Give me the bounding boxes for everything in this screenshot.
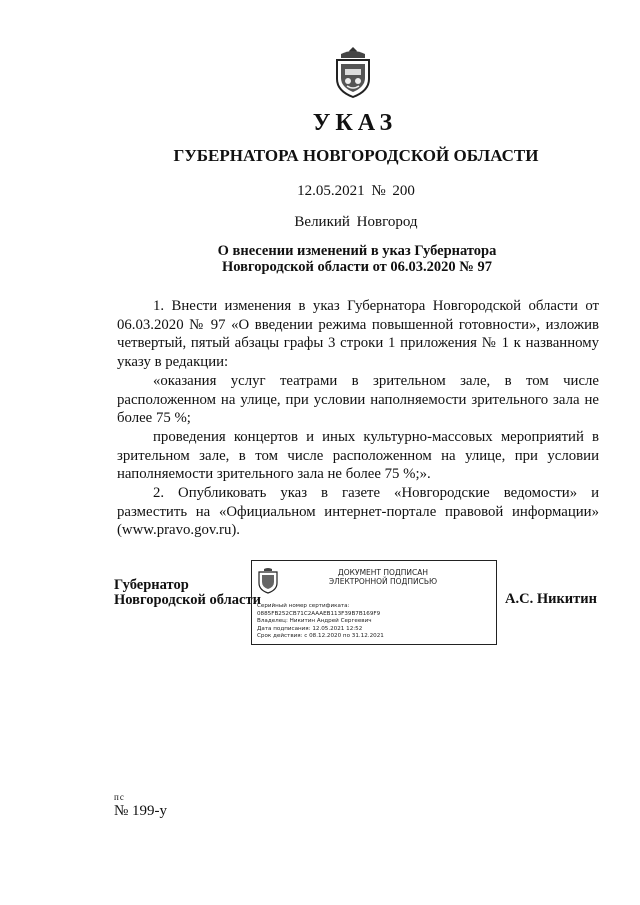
stamp-emblem-icon	[257, 567, 279, 594]
paragraph-item-2: 2. Опубликовать указ в газете «Новгородские ведомости» и разместить на «Официальном интернет-портале правовой информации» (www.pravo.gov.ru).	[117, 485, 599, 539]
subject-line: Новгородской области от 06.03.2020 № 97	[222, 259, 492, 275]
date-number-line: 12.05.2021 № 200	[297, 183, 415, 199]
signatory-name: А.С. Никитин	[505, 591, 597, 607]
footer-code: пс	[114, 792, 125, 802]
signatory-position-line: Губернатор	[114, 577, 189, 593]
certificate-serial-label: Серийный номер сертификата:	[257, 603, 350, 609]
subject-line: О внесении изменений в указ Губернатора	[217, 243, 497, 259]
body-text	[117, 297, 599, 540]
stamp-heading-line: ЭЛЕКТРОННОЙ ПОДПИСЬЮ	[328, 577, 438, 586]
issuer-title: ГУБЕРНАТОРА НОВГОРОДСКОЙ ОБЛАСТИ	[173, 146, 539, 165]
signatory-position-line: Новгородской области	[114, 592, 261, 608]
signatory-position	[114, 578, 261, 608]
stamp-heading-line: ДОКУМЕНТ ПОДПИСАН	[337, 568, 429, 577]
stamp-details	[257, 603, 493, 641]
coat-of-arms-emblem	[331, 45, 375, 99]
document-title: УКАЗ	[312, 110, 398, 136]
certificate-owner: Владелец: Никитин Андрей Сергеевич	[257, 618, 372, 625]
signing-date: Дата подписания: 12.05.2021 12:52	[257, 625, 363, 632]
paragraph-item-1: 1. Внести изменения в указ Губернатора Новгородской области от 06.03.2020 № 97 «О введении режима повышенной готовности», изложив четвертый, пятый абзацы графы 3 строки 1 приложения № 1 к названному указу в редакции:	[117, 298, 599, 371]
subject-heading	[0, 243, 640, 275]
electronic-signature-stamp	[251, 560, 497, 645]
certificate-validity: Срок действия: с 08.12.2020 по 31.12.2021	[257, 633, 384, 640]
certificate-serial: 0885FB252CB71C2AAAEB113F39B7B169F9	[257, 610, 381, 617]
place-of-issue: Великий Новгород	[294, 214, 418, 230]
paragraph-quote-2: проведения концертов и иных культурно-массовых мероприятий в зрительном зале, в том числе расположенном на улице, при условии наполняемости зрительного зала не более 75 %;».	[117, 428, 599, 483]
footer-registration-number: № 199-у	[114, 803, 168, 819]
paragraph-quote-1: «оказания услуг театрами в зрительном зале, в том числе расположенном на улице, при условии наполняемости зрительного зала не более 75 %;	[117, 372, 599, 427]
stamp-heading	[288, 568, 478, 586]
